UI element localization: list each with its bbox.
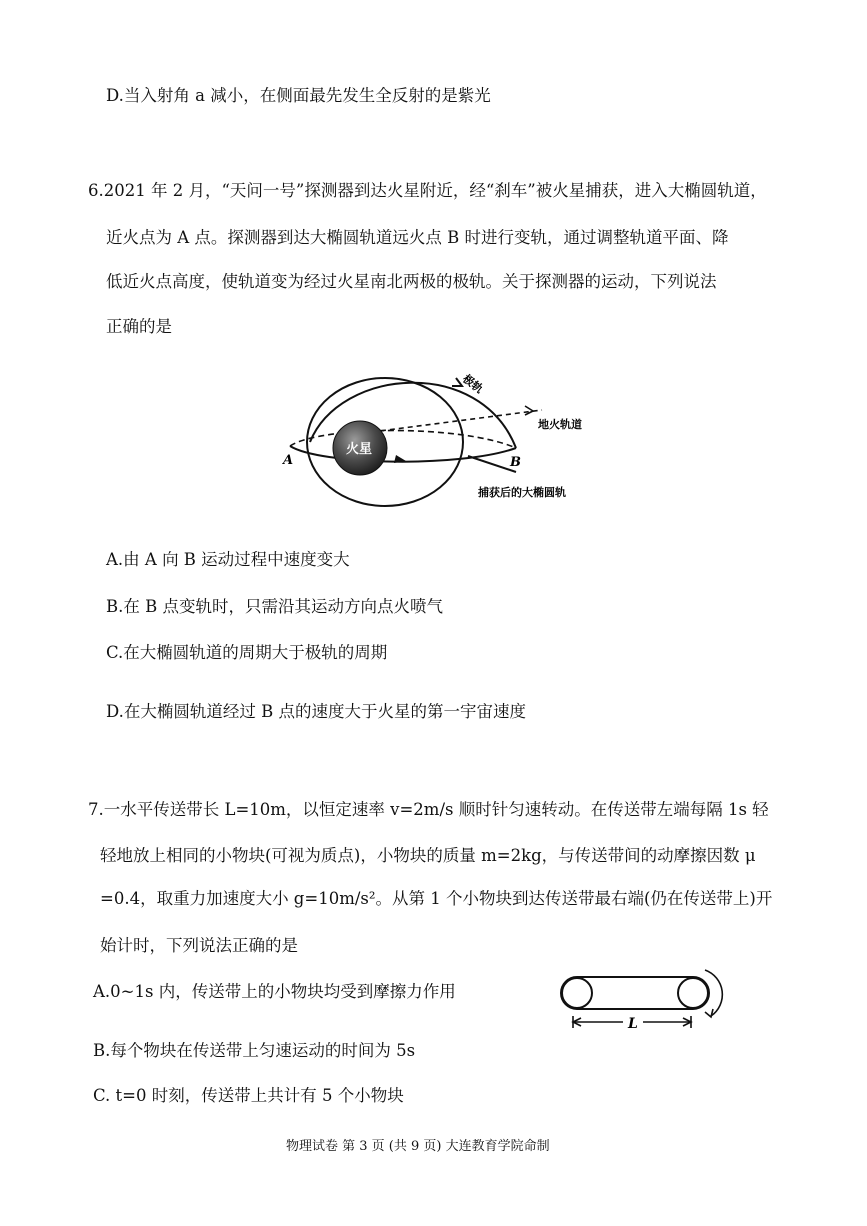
polar-orbit-label: 极轨	[460, 372, 486, 396]
point-b-label: B	[510, 455, 521, 470]
q6-stem-line-4: 正确的是	[106, 317, 172, 336]
q6-option-a: A.由 A 向 B 运动过程中速度变大	[106, 550, 350, 569]
right-roller	[678, 978, 708, 1008]
q6-stem-line-1: 6.2021 年 2 月，“天问一号”探测器到达火星附近，经“刹车”被火星捕获，进入大椭圆轨道，	[88, 181, 767, 200]
length-label: L	[628, 1016, 638, 1032]
q7-option-b: B.每个物块在传送带上匀速运动的时间为 5s	[93, 1041, 416, 1060]
q6-stem-line-2: 近火点为 A 点。探测器到达大椭圆轨道远火点 B 时进行变轨，通过调整轨道平面、降	[106, 228, 729, 247]
q7-stem-line-1: 7.一水平传送带长 L=10m，以恒定速率 v=2m/s 顺时针匀速转动。在传送带左端每隔 1s 轻	[88, 800, 769, 819]
mars-orbit-figure	[280, 360, 600, 510]
conveyor-belt-figure	[555, 960, 735, 1040]
page-footer: 物理试卷 第 3 页 (共 9 页) 大连教育学院命制	[286, 1139, 550, 1154]
captured-pointer-line	[468, 456, 516, 472]
q7-option-c: C. t=0 时刻，传送带上共计有 5 个小物块	[93, 1086, 404, 1105]
q5-option-d: D.当入射角 a 减小，在侧面最先发生全反射的是紫光	[106, 86, 491, 105]
q7-option-a: A.0~1s 内，传送带上的小物块均受到摩擦力作用	[93, 982, 456, 1001]
q6-stem-line-3: 低近火点高度，使轨道变为经过火星南北两极的极轨。关于探测器的运动，下列说法	[106, 272, 717, 291]
q7-stem-line-4: 始计时，下列说法正确的是	[100, 936, 298, 955]
left-roller	[562, 978, 592, 1008]
transfer-orbit-label: 地火轨道	[538, 418, 582, 431]
belt-outline	[561, 977, 709, 1009]
point-a-label: A	[283, 453, 294, 468]
q6-option-c: C.在大椭圆轨道的周期大于极轨的周期	[106, 643, 388, 662]
mars-label: 火星	[346, 442, 373, 457]
transfer-orbit	[372, 410, 542, 432]
captured-orbit-back	[290, 431, 516, 449]
transfer-arrow-icon	[525, 406, 533, 415]
captured-orbit-label: 捕获后的大椭圆轨	[478, 486, 566, 499]
q7-stem-line-3: =0.4，取重力加速度大小 g=10m/s²。从第 1 个小物块到达传送带最右端(仍在传送带上)开	[100, 889, 773, 908]
q6-option-d: D.在大椭圆轨道经过 B 点的速度大于火星的第一宇宙速度	[106, 702, 527, 721]
q7-stem-line-2: 轻地放上相同的小物块(可视为质点)，小物块的质量 m=2kg，与传送带间的动摩擦因数 μ	[100, 846, 756, 865]
clockwise-arrowhead-icon	[705, 1009, 713, 1017]
q6-option-b: B.在 B 点变轨时，只需沿其运动方向点火喷气	[106, 597, 443, 616]
